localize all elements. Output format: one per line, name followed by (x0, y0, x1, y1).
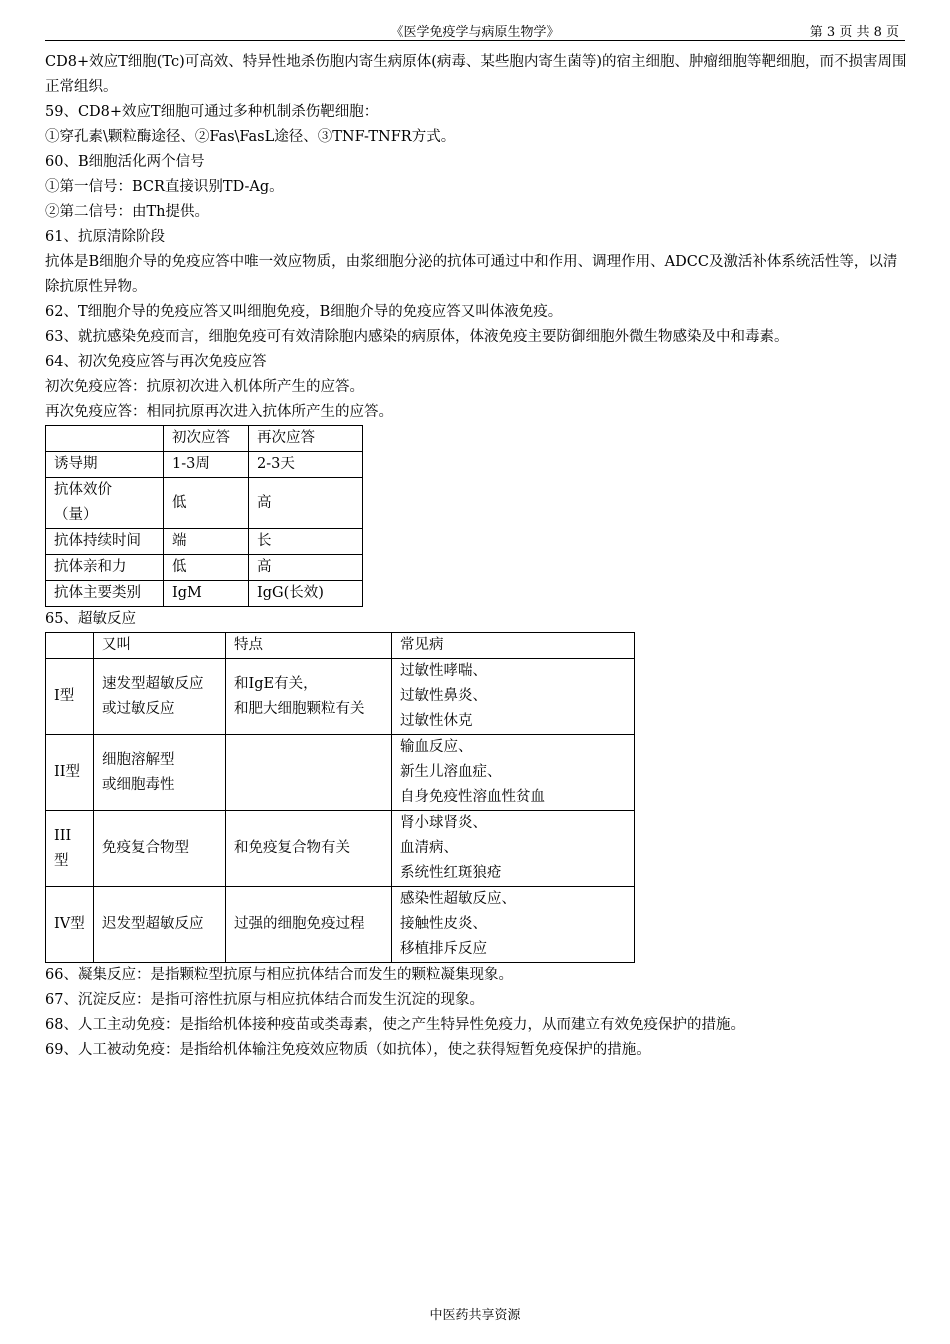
table-cell: 和IgE有关， 和肥大细胞颗粒有关 (226, 659, 392, 735)
paragraph: 61、抗原清除阶段 (45, 229, 165, 245)
immune-response-comparison-table (45, 425, 363, 607)
table-cell: 免疫复合物型 (94, 811, 226, 887)
table-cell: 高 (249, 478, 363, 529)
table-header-cell: 又叫 (94, 633, 226, 659)
table-header-cell: 特点 (226, 633, 392, 659)
table-cell: 迟发型超敏反应 (94, 887, 226, 963)
top-paragraphs (45, 50, 907, 425)
table-cell: 输血反应、 新生儿溶血症、 自身免疫性溶血性贫血 (392, 735, 635, 811)
paragraph: 69、人工被动免疫：是指给机体输注免疫效应物质（如抗体），使之获得短暂免疫保护的措施。 (45, 1042, 651, 1058)
table-cell: IgG(长效) (249, 581, 363, 607)
table-cell: 速发型超敏反应 或过敏反应 (94, 659, 226, 735)
table-row (46, 452, 363, 478)
table-header-row (46, 633, 635, 659)
table-header-cell (46, 426, 164, 452)
table-cell: 肾小球肾炎、 血清病、 系统性红斑狼疮 (392, 811, 635, 887)
table-cell: 细胞溶解型 或细胞毒性 (94, 735, 226, 811)
table-header-cell (46, 633, 94, 659)
paragraph: 初次免疫应答：抗原初次进入机体所产生的应答。 (45, 379, 364, 395)
table-header-cell: 再次应答 (249, 426, 363, 452)
paragraph: 再次免疫应答：相同抗原再次进入抗体所产生的应答。 (45, 404, 393, 420)
table-cell: IV型 (46, 887, 94, 963)
table-cell: 抗体持续时间 (46, 529, 164, 555)
table-cell: 低 (164, 555, 249, 581)
bottom-paragraphs (45, 963, 907, 1063)
paragraph: 64、初次免疫应答与再次免疫应答 (45, 354, 267, 370)
table-cell: 端 (164, 529, 249, 555)
paragraph: 59、CD8+效应T细胞可通过多种机制杀伤靶细胞： (45, 104, 379, 120)
table-row (46, 811, 635, 887)
table-cell: 抗体主要类别 (46, 581, 164, 607)
paragraph: ①穿孔素\颗粒酶途径、②Fas\FasL途径、③TNF-TNFR方式。 (45, 129, 456, 145)
table-row (46, 659, 635, 735)
table-cell: 抗体亲和力 (46, 555, 164, 581)
paragraph: 63、就抗感染免疫而言，细胞免疫可有效清除胞内感染的病原体，体液免疫主要防御细胞外微生物感染及中和毒素。 (45, 329, 789, 345)
table-header-cell: 常见病 (392, 633, 635, 659)
paragraph: 67、沉淀反应：是指可溶性抗原与相应抗体结合而发生沉淀的现象。 (45, 992, 484, 1008)
document-title: 《医学免疫学与病原生物学》 (390, 25, 560, 40)
paragraph: CD8+效应T细胞(Tc)可高效、特异性地杀伤胞内寄生病原体(病毒、某些胞内寄生菌等)的宿主细胞、肿瘤细胞等靶细胞，而不损害周围正常组织。 (45, 54, 907, 95)
table-cell: 抗体效价（量） (46, 478, 164, 529)
hypersensitivity-table (45, 632, 635, 963)
table-cell: 过敏性哮喘、 过敏性鼻炎、 过敏性休克 (392, 659, 635, 735)
table-cell: 长 (249, 529, 363, 555)
paragraph: ②第二信号：由Th提供。 (45, 204, 210, 220)
paragraph: 60、B细胞活化两个信号 (45, 154, 205, 170)
table-row (46, 555, 363, 581)
table-cell: 1-3周 (164, 452, 249, 478)
table-header-row (46, 426, 363, 452)
table-cell (226, 735, 392, 811)
table-row (46, 887, 635, 963)
table-cell: 过强的细胞免疫过程 (226, 887, 392, 963)
table-cell: II型 (46, 735, 94, 811)
paragraph: ①第一信号：BCR直接识别TD-Ag。 (45, 179, 284, 195)
paragraph: 62、T细胞介导的免疫应答又叫细胞免疫，B细胞介导的免疫应答又叫体液免疫。 (45, 304, 563, 320)
page-number: 第 3 页 共 8 页 (809, 25, 899, 40)
table-header-cell: 初次应答 (164, 426, 249, 452)
table-cell: 感染性超敏反应、 接触性皮炎、 移植排斥反应 (392, 887, 635, 963)
paragraph: 66、凝集反应：是指颗粒型抗原与相应抗体结合而发生的颗粒凝集现象。 (45, 967, 513, 983)
page-header (45, 20, 905, 41)
table-cell: 高 (249, 555, 363, 581)
table-cell: 和免疫复合物有关 (226, 811, 392, 887)
table-row (46, 735, 635, 811)
table-cell: 低 (164, 478, 249, 529)
paragraph: 抗体是B细胞介导的免疫应答中唯一效应物质，由浆细胞分泌的抗体可通过中和作用、调理作用、ADCC及激活补体系统活性等，以清除抗原性异物。 (45, 254, 898, 295)
table-row (46, 581, 363, 607)
table-cell: I型 (46, 659, 94, 735)
table-cell: IgM (164, 581, 249, 607)
table-cell: 2-3天 (249, 452, 363, 478)
section-65-heading: 65、超敏反应 (45, 611, 136, 627)
table-row (46, 529, 363, 555)
document-body (45, 50, 907, 1063)
paragraph: 68、人工主动免疫：是指给机体接种疫苗或类毒素，使之产生特异性免疫力，从而建立有效免疫保护的措施。 (45, 1017, 745, 1033)
table-row (46, 478, 363, 529)
table-cell: 诱导期 (46, 452, 164, 478)
table-cell: III型 (46, 811, 94, 887)
page-footer: 中医药共享资源 (429, 1308, 521, 1323)
